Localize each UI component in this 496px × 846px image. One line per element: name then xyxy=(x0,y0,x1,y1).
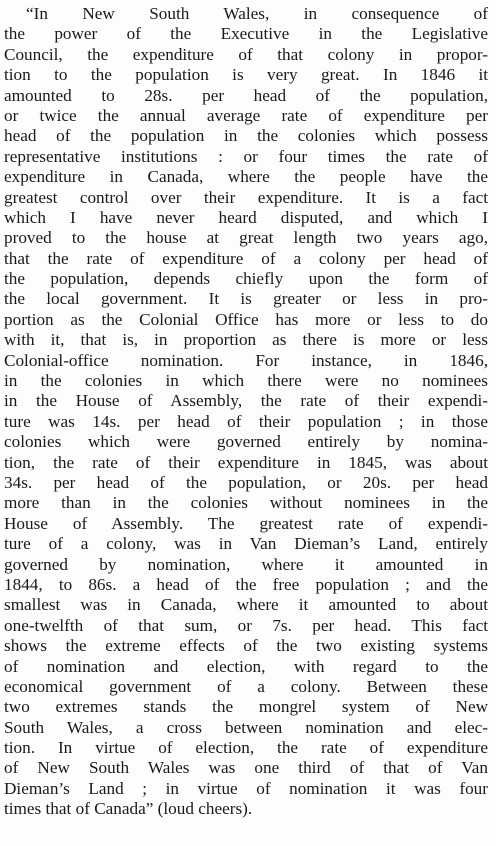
text-line: proved to the house at great length two years ago, xyxy=(4,228,488,248)
text-line: 1844, to 86s. a head of the free population ; and the xyxy=(4,574,488,594)
text-line: tion, the rate of their expenditure in 1845, was about xyxy=(4,452,488,472)
text-line: with it, that is, in proportion as there is more or less xyxy=(4,330,488,350)
text-line: head of the population in the colonies which possess xyxy=(4,126,488,146)
text-line: which I have never heard disputed, and which I xyxy=(4,207,488,227)
text-line: governed by nomination, where it amounted in xyxy=(4,554,488,574)
text-line: Council, the expenditure of that colony in propor- xyxy=(4,44,488,64)
text-line: the local government. It is greater or less in pro- xyxy=(4,289,488,309)
article-text xyxy=(4,4,488,820)
text-line: 34s. per head of the population, or 20s. per head xyxy=(4,472,488,492)
text-line: expenditure in Canada, where the people have the xyxy=(4,167,488,187)
text-line: times that of Canada” (loud cheers). xyxy=(4,799,253,819)
text-line: the population, depends chiefly upon the form of xyxy=(4,269,488,289)
text-line: colonies which were governed entirely by nomina- xyxy=(4,432,488,452)
text-line: ture was 14s. per head of their population ; in those xyxy=(4,411,488,431)
text-line: House of Assembly. The greatest rate of expendi- xyxy=(4,513,488,533)
text-line: South Wales, a cross between nomination and elec- xyxy=(4,717,488,737)
text-line: of nomination and election, with regard to the xyxy=(4,656,488,676)
text-line: that the rate of expenditure of a colony per head of xyxy=(4,248,488,268)
text-line: in the colonies in which there were no nominees xyxy=(4,371,488,391)
text-line: economical government of a colony. Between these xyxy=(4,676,488,696)
text-line: smallest was in Canada, where it amounted to about xyxy=(4,595,488,615)
text-line: tion. In virtue of election, the rate of expenditure xyxy=(4,738,488,758)
text-line: representative institutions : or four times the rate of xyxy=(4,146,488,166)
text-line: Dieman’s Land ; in virtue of nomination it was four xyxy=(4,778,488,798)
text-line: in the House of Assembly, the rate of their expendi- xyxy=(4,391,488,411)
text-line: portion as the Colonial Office has more or less to do xyxy=(4,309,488,329)
text-line: one-twelfth of that sum, or 7s. per head. This fact xyxy=(4,615,488,635)
text-line: of New South Wales was one third of that of Van xyxy=(4,758,488,778)
text-line: greatest control over their expenditure. It is a fact xyxy=(4,187,488,207)
text-line: tion to the population is very great. In 1846 it xyxy=(4,65,488,85)
text-line: shows the extreme effects of the two existing systems xyxy=(4,636,488,656)
text-line: ture of a colony, was in Van Dieman’s Land, entirely xyxy=(4,534,488,554)
text-line: more than in the colonies without nominees in the xyxy=(4,493,488,513)
text-line: amounted to 28s. per head of the population, xyxy=(4,85,488,105)
text-line: or twice the annual average rate of expenditure per xyxy=(4,105,488,125)
text-line: the power of the Executive in the Legislative xyxy=(4,24,488,44)
text-line: Colonial-office nomination. For instance, in 1846, xyxy=(4,350,488,370)
text-line: two extremes stands the mongrel system of New xyxy=(4,697,488,717)
text-line: “In New South Wales, in consequence of xyxy=(26,4,488,23)
